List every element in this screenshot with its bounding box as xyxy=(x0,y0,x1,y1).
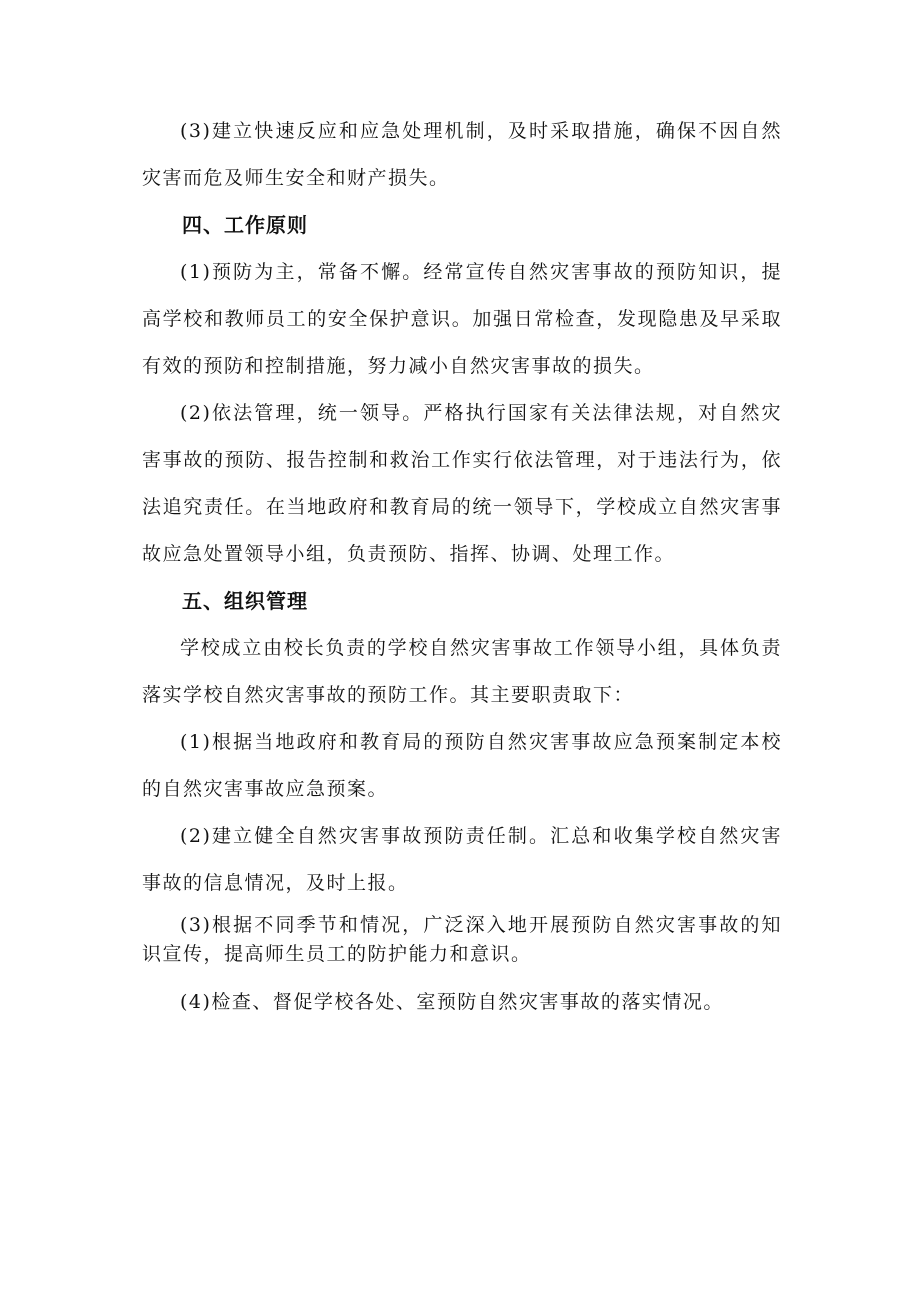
paragraph-duty-3: (3)根据不同季节和情况，广泛深入地开展预防自然灾害事故的知识宣传，提高师生员工的防护能力和意识。 xyxy=(142,914,782,965)
heading-organization-management: 五、组织管理 xyxy=(182,589,308,613)
heading-work-principles: 四、工作原则 xyxy=(182,213,308,237)
paragraph-prevention-first: (1)预防为主，常备不懈。经常宣传自然灾害事故的预防知识，提高学校和教师员工的安全保护意识。加强日常检查，发现隐患及早采取有效的预防和控制措施，努力减小自然灾害事故的损失。 xyxy=(142,261,782,377)
paragraph-leadership-group: 学校成立由校长负责的学校自然灾害事故工作领导小组，具体负责落实学校自然灾害事故的预防工作。其主要职责取下： xyxy=(142,637,782,706)
paragraph-duty-4: (4)检查、督促学校各处、室预防自然灾害事故的落实情况。 xyxy=(180,991,724,1013)
document-body xyxy=(142,108,782,1026)
paragraph-response-mechanism: (3)建立快速反应和应急处理机制，及时采取措施，确保不因自然灾害而危及师生安全和财产损失。 xyxy=(142,120,782,189)
paragraph-duty-2: (2)建立健全自然灾害事故预防责任制。汇总和收集学校自然灾害事故的信息情况，及时上报。 xyxy=(142,825,782,894)
paragraph-duty-1: (1)根据当地政府和教育局的预防自然灾害事故应急预案制定本校的自然灾害事故应急预案。 xyxy=(142,731,782,800)
paragraph-lawful-management: (2)依法管理，统一领导。严格执行国家有关法律法规，对自然灾害事故的预防、报告控制和救治工作实行依法管理，对于违法行为，依法追究责任。在当地政府和教育局的统一领导下，学校成立自然灾害事故应急处置领导小组，负责预防、指挥、协调、处理工作。 xyxy=(142,402,782,565)
